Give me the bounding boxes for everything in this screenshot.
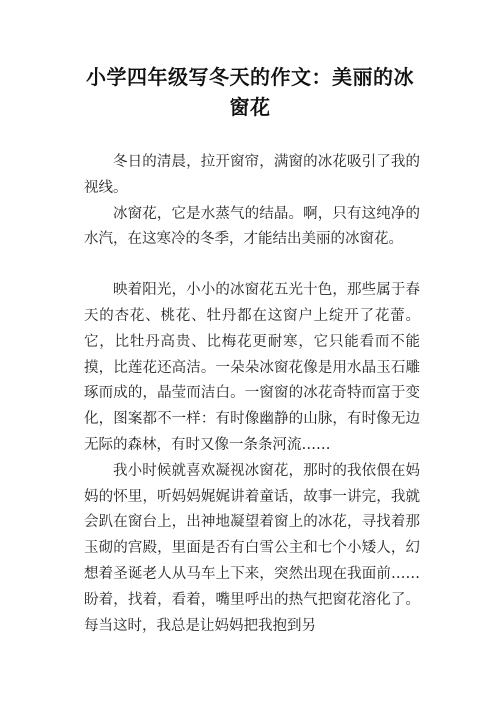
article-title: 小学四年级写冬天的作文：美丽的冰窗花 <box>86 65 414 119</box>
paragraph-4: 我小时候就喜欢凝视冰窗花，那时的我依偎在妈妈的怀里，听妈妈娓娓讲着童话，故事一讲完，我就会趴在窗台上，出神地凝望着窗上的冰花，寻找着那玉砌的宫殿，里面是否有白雪公主和七个小矮人，幻想着圣诞老人从马车上下来，突然出现在我面前……盼着，找着，看着，嘴里呼出的热气把窗花溶化了。每当这时，我总是让妈妈把我抱到另 <box>84 462 420 634</box>
paragraph-spacer <box>84 253 420 278</box>
article-body <box>84 150 420 639</box>
paragraph-1: 冬日的清晨，拉开窗帘，满窗的冰花吸引了我的视线。 <box>84 154 420 196</box>
paragraph-3: 映着阳光，小小的冰窗花五光十色，那些属于春天的杏花、桃花、牡丹都在这窗户上绽开了花蕾。它，比牡丹高贵、比梅花更耐寒，它只能看而不能摸，比莲花还高洁。一朵朵冰窗花像是用水晶玉石雕琢而成的，晶莹而洁白。一窗窗的冰花奇特而富于变化，图案都不一样：有时像幽静的山脉，有时像无边无际的森林，有时又像一条条河流…… <box>84 282 420 453</box>
paragraph-2: 冰窗花，它是水蒸气的结晶。啊，只有这纯净的水汽，在这寒冷的冬季，才能结出美丽的冰窗花。 <box>84 205 420 248</box>
